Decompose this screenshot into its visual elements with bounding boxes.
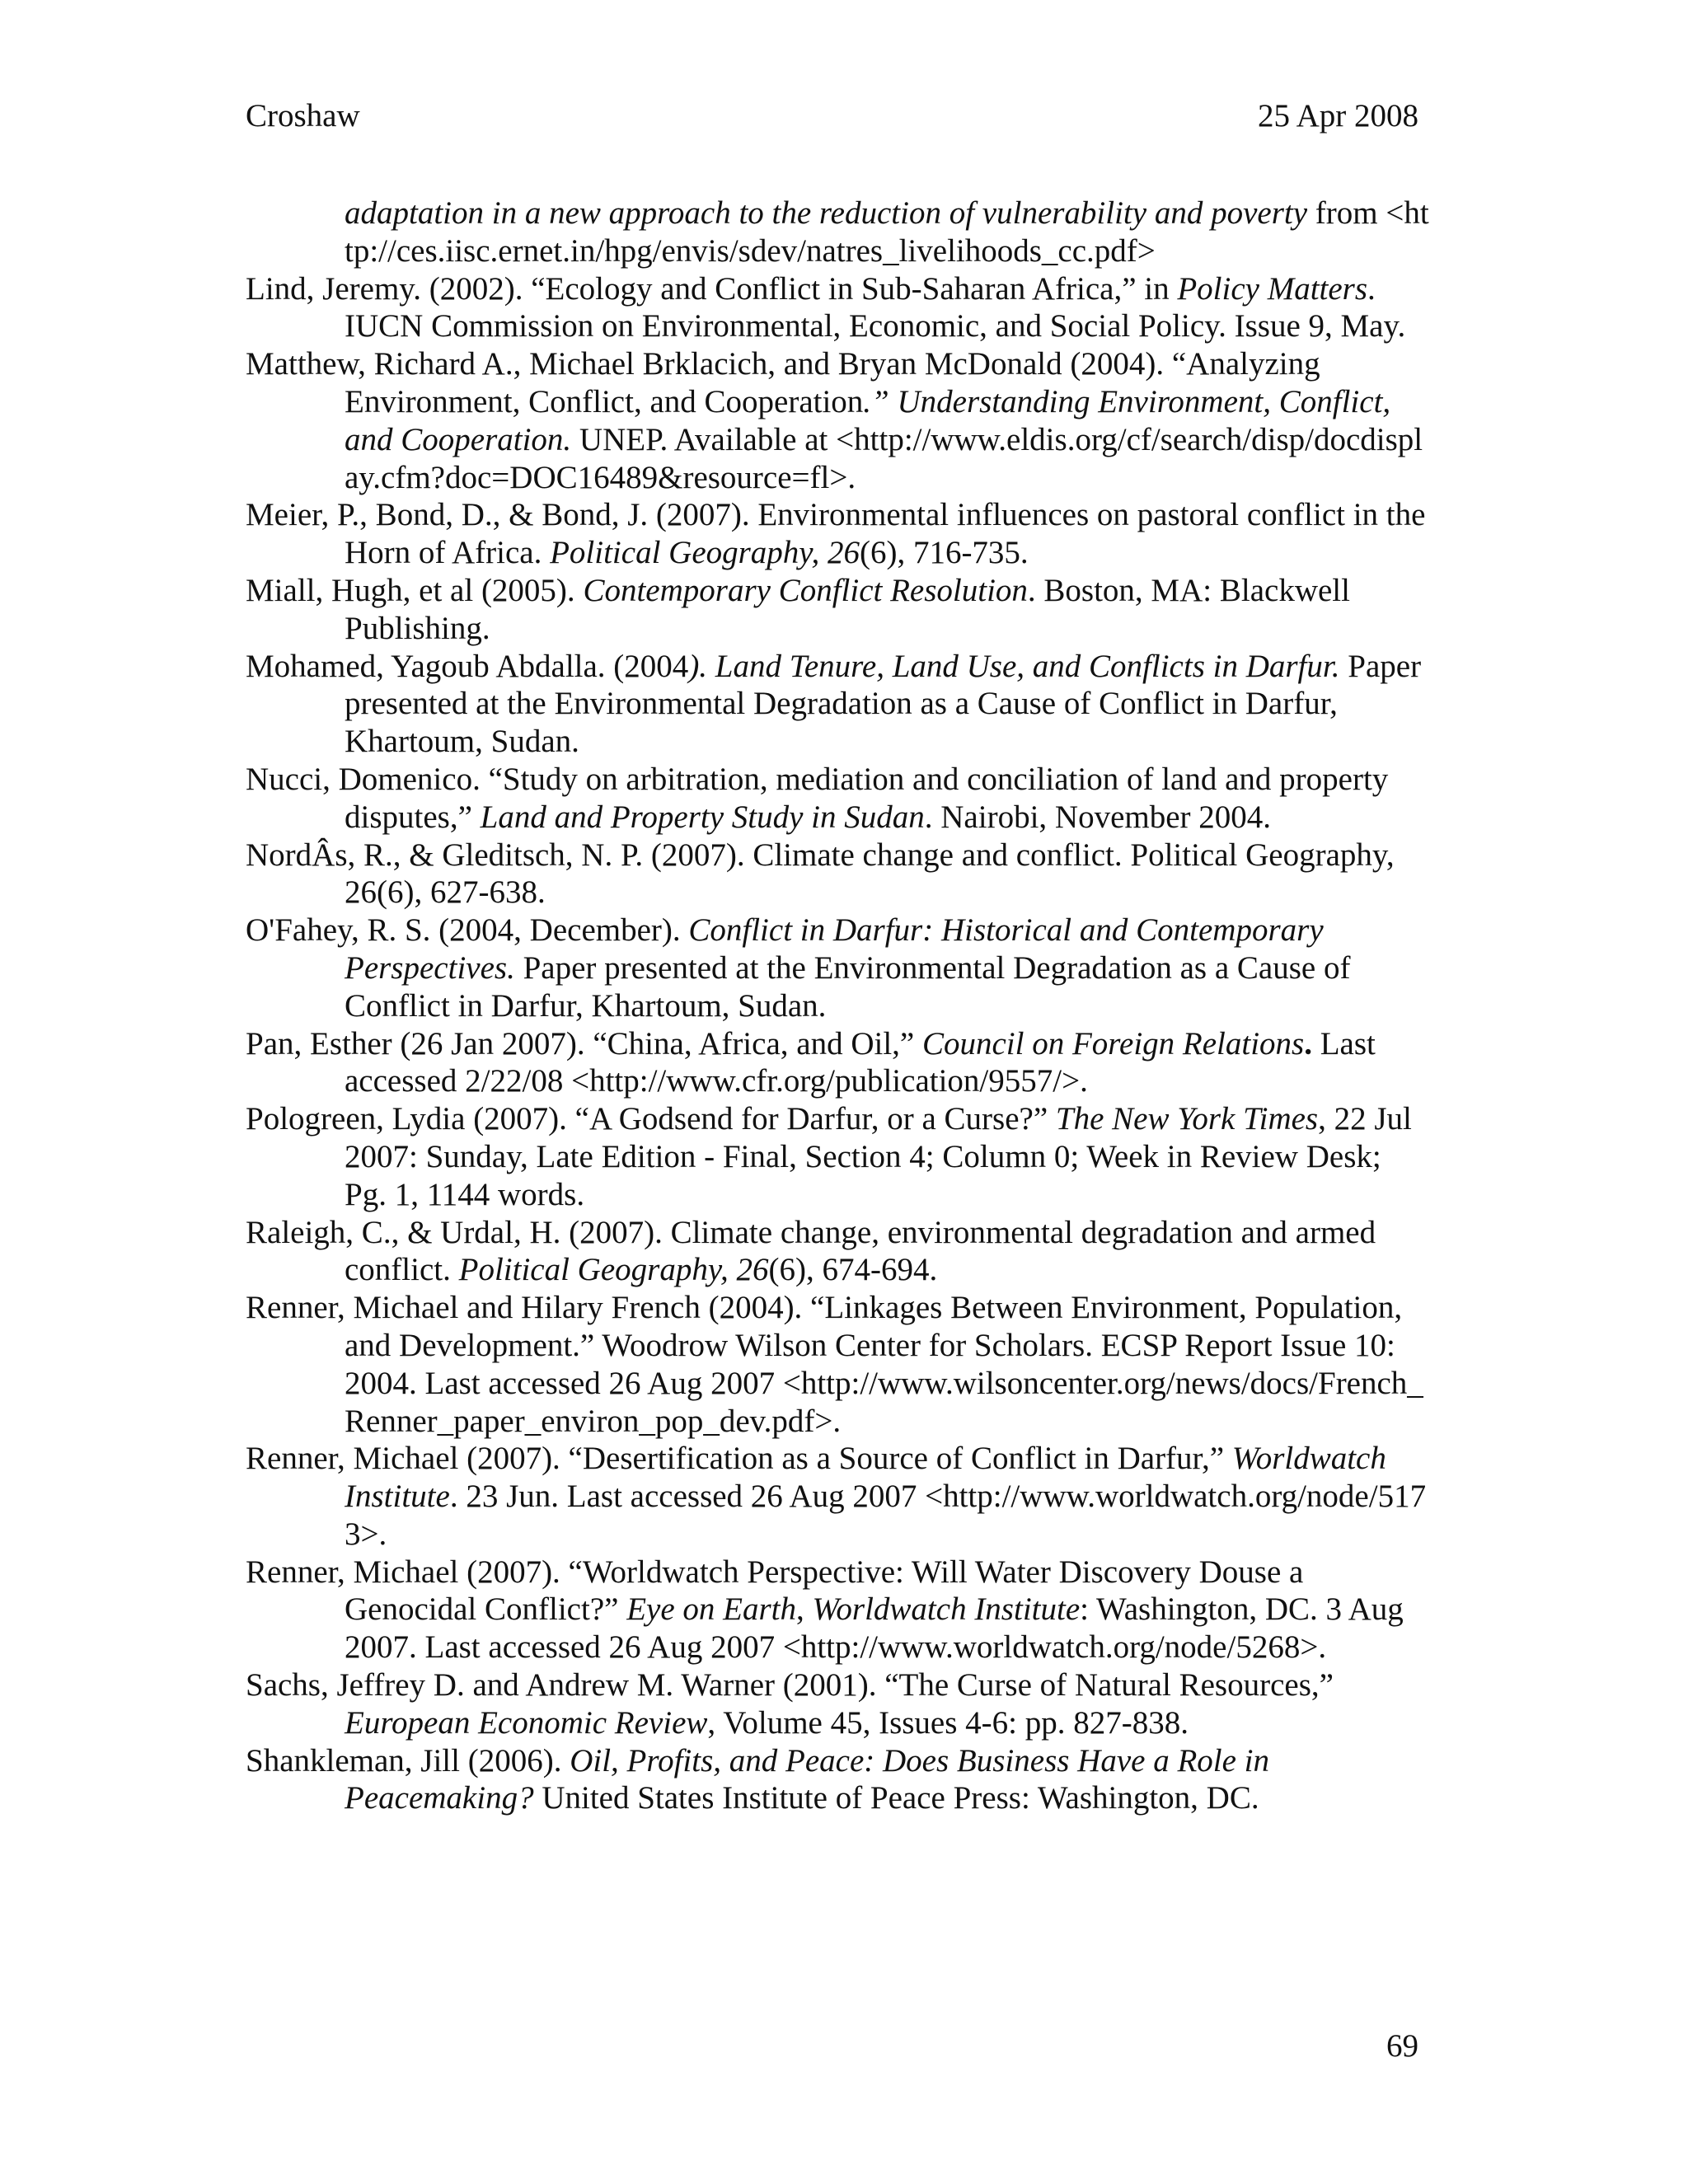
reference-title: Worldwatch Institute: [345, 1441, 1386, 1515]
bibliography-entry: [246, 1554, 1431, 1666]
reference-title: ). Land Tenure, Land Use, and Conflicts in Darfur.: [688, 648, 1340, 684]
bibliography-entry: [246, 496, 1431, 572]
reference-text: . Boston, MA: Blackwell Publishing.: [345, 572, 1350, 646]
reference-text: . Nairobi, November 2004.: [924, 799, 1272, 835]
reference-url: <http://www.wilsoncenter.org/news/docs/French_Renner_paper_environ_pop_dev.pdf>: [345, 1365, 1423, 1439]
reference-text: .: [1080, 1063, 1088, 1099]
reference-text: Paper presented at the Environmental Degradation as a Cause of Conflict in Darfur, Khartoum, Sudan.: [345, 648, 1422, 760]
bibliography-entry: [246, 345, 1431, 496]
reference-text: Renner, Michael and Hilary French (2004). “Linkages Between Environment, Population, and Development.” Woodrow Wilson Center for Scholars. ECSP Report Issue 10: 2004. Last accessed 26 Aug 2007: [246, 1290, 1403, 1401]
reference-title: adaptation in a new approach to the reduction of vulnerability and poverty: [345, 195, 1308, 231]
reference-url: <http://www.cfr.org/publication/9557/>: [571, 1063, 1081, 1099]
reference-title: Worldwatch Institute: [812, 1591, 1081, 1628]
reference-text: Renner, Michael (2007). “Desertification as a Source of Conflict in Darfur,”: [246, 1441, 1232, 1477]
reference-text: .: [832, 1403, 842, 1439]
reference-text: Matthew, Richard A., Michael Brklacich, and Bryan McDonald (2004). “Analyzing Environment, Conflict, and Cooperation: [246, 346, 1320, 419]
reference-text: Renner, Michael (2007). “Worldwatch Perspective: Will Water Discovery Douse a Genocidal Conflict?”: [246, 1554, 1304, 1628]
reference-text: Pan, Esther (26 Jan 2007). “China, Africa, and Oil,”: [246, 1025, 922, 1062]
bibliography-entry: [246, 912, 1431, 1024]
bibliography-entry: [246, 1025, 1431, 1101]
reference-text: Sachs, Jeffrey D. and Andrew M. Warner (2001). “The Curse of Natural Resources,”: [246, 1667, 1334, 1704]
header-date: 25 Apr 2008: [1258, 98, 1418, 134]
bibliography-entry-continued: [246, 194, 1431, 270]
reference-text: NordÂs, R., & Gleditsch, N. P. (2007). Climate change and conflict. Political Geography, 26(6), 627-638.: [246, 837, 1395, 911]
bibliography-entry: [246, 648, 1431, 761]
reference-title: The New York Times: [1055, 1101, 1319, 1137]
reference-title: Contemporary Conflict Resolution: [583, 572, 1028, 608]
reference-text: Paper presented at the Environmental Degradation as a Cause of Conflict in Darfur, Khartoum, Sudan.: [345, 949, 1351, 1024]
bibliography-entry: [246, 837, 1431, 912]
reference-title: Land and Property Study in Sudan: [480, 799, 925, 835]
reference-text: , Volume 45, Issues 4-6: pp. 827-838.: [707, 1704, 1189, 1741]
bibliography-entry: [246, 1666, 1431, 1742]
reference-title: Oil, Profits, and Peace: Does Business Have a Role in Peacemaking?: [345, 1742, 1270, 1816]
reference-text: Mohamed, Yagoub Abdalla. (2004: [246, 648, 689, 684]
header-author: Croshaw: [246, 98, 360, 134]
reference-url: <http://www.worldwatch.org/node/5173>: [345, 1479, 1427, 1552]
reference-text: . IUCN Commission on Environmental, Economic, and Social Policy. Issue 9, May.: [345, 270, 1406, 344]
bibliography-entry: [246, 270, 1431, 346]
reference-url: <http://www.eldis.org/cf/search/disp/docdisplay.cfm?doc=DOC16489&resource=fl>: [345, 421, 1423, 495]
reference-title: Conflict in Darfur: Historical and Contemporary Perspectives.: [345, 912, 1324, 986]
reference-text: .: [847, 459, 856, 495]
reference-text: from: [1307, 195, 1386, 231]
reference-title: .” Understanding Environment, Conflict, and Cooperation.: [345, 383, 1391, 457]
reference-title: Political Geography, 26: [550, 535, 860, 571]
reference-text: : Washington, DC. 3 Aug 2007. Last accessed 26 Aug 2007: [345, 1591, 1404, 1666]
reference-text: .: [378, 1516, 387, 1552]
bibliography-list: [246, 194, 1431, 1817]
reference-title: Council on Foreign Relations: [921, 1025, 1305, 1062]
reference-text: Raleigh, C., & Urdal, H. (2007). Climate change, environmental degradation and armed conflict.: [246, 1214, 1376, 1288]
bibliography-entry: [246, 1742, 1431, 1818]
bibliography-entry: [246, 1214, 1431, 1290]
reference-url: <http://www.worldwatch.org/node/5268>: [782, 1629, 1319, 1666]
reference-text: (6), 674-694.: [768, 1252, 938, 1288]
bibliography-entry: [246, 572, 1431, 648]
reference-text: ,: [795, 1591, 813, 1628]
reference-title: Political Geography, 26: [458, 1252, 769, 1288]
reference-text: UNEP. Available at: [571, 421, 837, 457]
reference-title: European Economic Review: [345, 1704, 708, 1741]
reference-text: Nucci, Domenico. “Study on arbitration, mediation and conciliation of land and property disputes,”: [246, 761, 1389, 835]
reference-text: , 22 Jul 2007: Sunday, Late Edition - Final, Section 4; Column 0; Week in Review Desk; Pg. 1, 1144 words.: [345, 1101, 1412, 1212]
reference-title: Eye on Earth: [626, 1591, 796, 1628]
reference-text: O'Fahey, R. S. (2004, December).: [246, 912, 689, 949]
reference-text: Shankleman, Jill (2006).: [246, 1742, 570, 1779]
bibliography-entry: [246, 761, 1431, 837]
reference-text: Miall, Hugh, et al (2005).: [246, 572, 584, 608]
reference-text: .: [1318, 1629, 1327, 1666]
reference-title: Policy Matters: [1177, 270, 1368, 307]
bibliography-entry: [246, 1440, 1431, 1553]
page-number: 69: [1386, 2028, 1418, 2064]
reference-text: (6), 716-735.: [859, 535, 1029, 571]
reference-text: Meier, P., Bond, D., & Bond, J. (2007). Environmental influences on pastoral conflict in the Horn of Africa.: [246, 497, 1426, 571]
reference-text: .: [1304, 1025, 1312, 1062]
reference-text: . 23 Jun. Last accessed 26 Aug 2007: [449, 1479, 926, 1515]
reference-text: Last accessed 2/22/08: [345, 1025, 1376, 1099]
reference-text: Pologreen, Lydia (2007). “A Godsend for Darfur, or a Curse?”: [246, 1101, 1056, 1137]
reference-text: Lind, Jeremy. (2002). “Ecology and Conflict in Sub-Saharan Africa,” in: [246, 270, 1178, 307]
bibliography-entry: [246, 1100, 1431, 1213]
reference-text: United States Institute of Peace Press: Washington, DC.: [533, 1780, 1259, 1816]
bibliography-entry: [246, 1289, 1431, 1440]
reference-url: <http://ces.iisc.ernet.in/hpg/envis/sdev/natres_livelihoods_cc.pdf>: [345, 195, 1429, 269]
